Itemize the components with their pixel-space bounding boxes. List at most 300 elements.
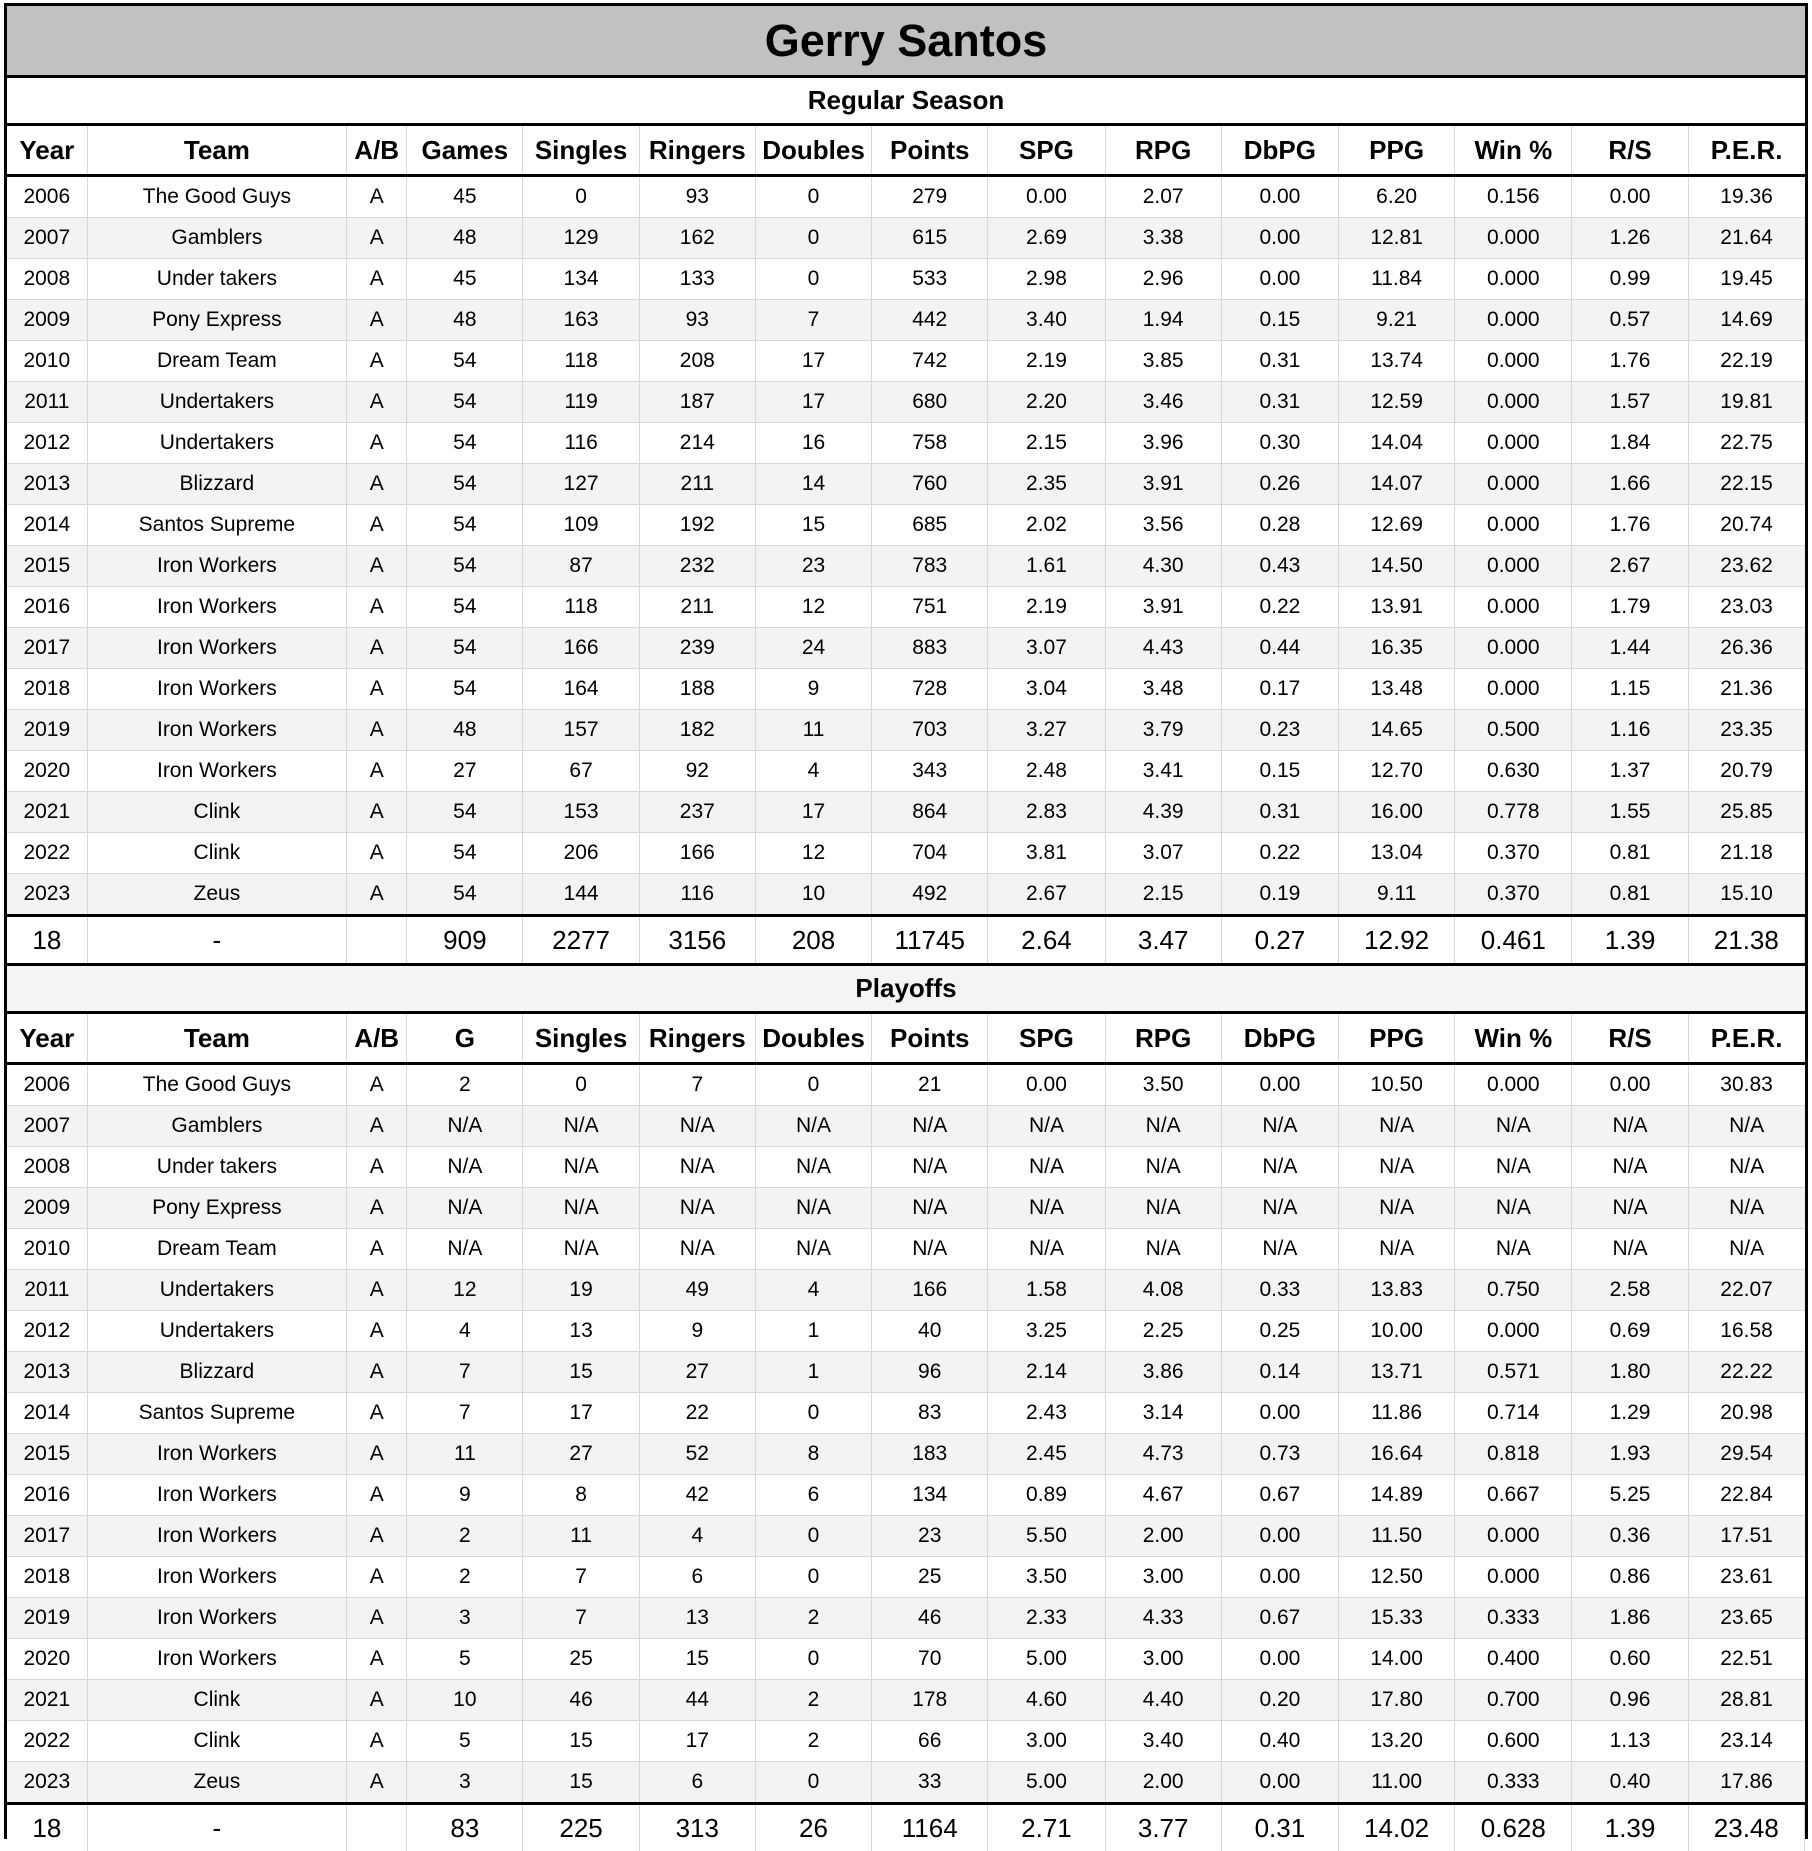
cell-doubles: 0 <box>755 259 871 300</box>
cell-ppg: 11.84 <box>1339 259 1455 300</box>
cell-win-pct: 0.400 <box>1455 1639 1572 1680</box>
cell-ppg: 9.11 <box>1339 874 1455 916</box>
cell-singles: 163 <box>523 300 639 341</box>
cell-spg: N/A <box>988 1229 1105 1270</box>
cell-rs: 1.13 <box>1572 1721 1688 1762</box>
cell-doubles: 0 <box>755 218 871 259</box>
cell-per: 30.83 <box>1688 1064 1804 1106</box>
cell-ringers: 93 <box>639 176 755 218</box>
cell-spg: 3.27 <box>988 710 1105 751</box>
cell-rpg: 3.50 <box>1105 1064 1221 1106</box>
cell-games: 54 <box>407 874 523 916</box>
playoffs-header-win-pct: Win % <box>1455 1014 1572 1064</box>
cell-spg: 2.20 <box>988 382 1105 423</box>
cell-games: 3 <box>407 1762 523 1804</box>
cell-ringers: N/A <box>639 1188 755 1229</box>
regular-header-team: Team <box>87 126 347 176</box>
cell-spg: 3.04 <box>988 669 1105 710</box>
regular-season-title: Regular Season <box>7 78 1805 126</box>
cell-rs: 1.16 <box>1572 710 1688 751</box>
cell-spg: 2.19 <box>988 341 1105 382</box>
cell-rpg: N/A <box>1105 1188 1221 1229</box>
cell-dbpg: 0.20 <box>1221 1680 1338 1721</box>
cell-points: 680 <box>872 382 988 423</box>
cell-per: 21.64 <box>1688 218 1804 259</box>
cell-doubles: 0 <box>755 1516 871 1557</box>
cell-ab: A <box>347 792 407 833</box>
cell-ringers: 13 <box>639 1598 755 1639</box>
cell-per: 22.19 <box>1688 341 1804 382</box>
cell-win-pct: 0.000 <box>1455 1557 1572 1598</box>
cell-ppg: 9.21 <box>1339 300 1455 341</box>
cell-ppg: 14.04 <box>1339 423 1455 464</box>
cell-dbpg: 0.25 <box>1221 1311 1338 1352</box>
cell-dbpg: 0.15 <box>1221 751 1338 792</box>
cell-team: Iron Workers <box>87 587 347 628</box>
cell-singles: 27 <box>523 1434 639 1475</box>
cell-doubles: N/A <box>755 1188 871 1229</box>
total-cell-points: 11745 <box>872 916 988 965</box>
cell-points: 96 <box>872 1352 988 1393</box>
cell-spg: 2.35 <box>988 464 1105 505</box>
cell-ppg: 12.59 <box>1339 382 1455 423</box>
cell-ringers: 187 <box>639 382 755 423</box>
cell-win-pct: 0.714 <box>1455 1393 1572 1434</box>
cell-win-pct: 0.778 <box>1455 792 1572 833</box>
cell-rs: 1.29 <box>1572 1393 1688 1434</box>
cell-year: 2008 <box>7 259 87 300</box>
cell-singles: 19 <box>523 1270 639 1311</box>
table-row <box>7 1721 1805 1762</box>
cell-games: 45 <box>407 176 523 218</box>
cell-rpg: 3.14 <box>1105 1393 1221 1434</box>
cell-points: 685 <box>872 505 988 546</box>
cell-year: 2023 <box>7 874 87 916</box>
cell-points: 742 <box>872 341 988 382</box>
cell-win-pct: N/A <box>1455 1147 1572 1188</box>
cell-ringers: 116 <box>639 874 755 916</box>
cell-dbpg: 0.44 <box>1221 628 1338 669</box>
cell-rs: 0.00 <box>1572 176 1688 218</box>
cell-team: Clink <box>87 1680 347 1721</box>
table-row <box>7 1557 1805 1598</box>
total-cell-dbpg: 0.31 <box>1221 1804 1338 1851</box>
cell-doubles: 7 <box>755 300 871 341</box>
table-row <box>7 1434 1805 1475</box>
table-row <box>7 669 1805 710</box>
cell-win-pct: 0.000 <box>1455 505 1572 546</box>
cell-dbpg: N/A <box>1221 1188 1338 1229</box>
cell-ringers: 9 <box>639 1311 755 1352</box>
cell-win-pct: N/A <box>1455 1106 1572 1147</box>
playoffs-header-rs: R/S <box>1572 1014 1688 1064</box>
cell-rs: 1.84 <box>1572 423 1688 464</box>
cell-ringers: 92 <box>639 751 755 792</box>
cell-singles: N/A <box>523 1106 639 1147</box>
cell-games: 5 <box>407 1639 523 1680</box>
cell-rs: 1.66 <box>1572 464 1688 505</box>
cell-ab: A <box>347 710 407 751</box>
table-row <box>7 1064 1805 1106</box>
cell-rpg: 3.07 <box>1105 833 1221 874</box>
table-row <box>7 792 1805 833</box>
cell-rpg: N/A <box>1105 1106 1221 1147</box>
cell-ab: A <box>347 1188 407 1229</box>
cell-dbpg: 0.28 <box>1221 505 1338 546</box>
regular-season-table <box>7 126 1805 966</box>
playoffs-header-doubles: Doubles <box>755 1014 871 1064</box>
cell-team: Iron Workers <box>87 669 347 710</box>
cell-doubles: 4 <box>755 751 871 792</box>
table-row <box>7 1352 1805 1393</box>
cell-games: 54 <box>407 628 523 669</box>
cell-ppg: 15.33 <box>1339 1598 1455 1639</box>
cell-points: 883 <box>872 628 988 669</box>
total-cell-singles: 2277 <box>523 916 639 965</box>
regular-header-dbpg: DbPG <box>1221 126 1338 176</box>
total-cell-ppg: 14.02 <box>1339 1804 1455 1851</box>
cell-per: 23.03 <box>1688 587 1804 628</box>
cell-win-pct: 0.700 <box>1455 1680 1572 1721</box>
cell-singles: 118 <box>523 587 639 628</box>
cell-ab: A <box>347 1106 407 1147</box>
cell-dbpg: 0.26 <box>1221 464 1338 505</box>
cell-ab: A <box>347 1680 407 1721</box>
cell-ringers: 211 <box>639 464 755 505</box>
cell-spg: 1.61 <box>988 546 1105 587</box>
cell-points: 70 <box>872 1639 988 1680</box>
cell-year: 2010 <box>7 341 87 382</box>
cell-ringers: 42 <box>639 1475 755 1516</box>
cell-year: 2006 <box>7 1064 87 1106</box>
cell-rpg: 2.07 <box>1105 176 1221 218</box>
cell-dbpg: 0.14 <box>1221 1352 1338 1393</box>
cell-ringers: 52 <box>639 1434 755 1475</box>
cell-ringers: 166 <box>639 833 755 874</box>
cell-year: 2020 <box>7 1639 87 1680</box>
cell-team: Iron Workers <box>87 710 347 751</box>
cell-team: Iron Workers <box>87 546 347 587</box>
cell-win-pct: 0.000 <box>1455 546 1572 587</box>
cell-team: Iron Workers <box>87 1639 347 1680</box>
cell-ab: A <box>347 1147 407 1188</box>
cell-doubles: 9 <box>755 669 871 710</box>
cell-win-pct: 0.000 <box>1455 669 1572 710</box>
cell-per: 23.61 <box>1688 1557 1804 1598</box>
cell-dbpg: 0.22 <box>1221 587 1338 628</box>
cell-games: 54 <box>407 505 523 546</box>
cell-rpg: 4.67 <box>1105 1475 1221 1516</box>
cell-year: 2014 <box>7 505 87 546</box>
cell-points: 703 <box>872 710 988 751</box>
cell-rs: 2.67 <box>1572 546 1688 587</box>
cell-year: 2021 <box>7 1680 87 1721</box>
cell-spg: 2.15 <box>988 423 1105 464</box>
cell-year: 2011 <box>7 1270 87 1311</box>
total-cell-team: - <box>87 1804 347 1851</box>
cell-rs: 1.55 <box>1572 792 1688 833</box>
cell-dbpg: 0.00 <box>1221 1557 1338 1598</box>
cell-win-pct: 0.333 <box>1455 1762 1572 1804</box>
cell-ringers: 214 <box>639 423 755 464</box>
total-cell-spg: 2.64 <box>988 916 1105 965</box>
cell-doubles: 10 <box>755 874 871 916</box>
cell-games: 2 <box>407 1064 523 1106</box>
cell-rs: 1.15 <box>1572 669 1688 710</box>
cell-team: Iron Workers <box>87 1475 347 1516</box>
cell-ppg: 13.83 <box>1339 1270 1455 1311</box>
cell-team: Iron Workers <box>87 1516 347 1557</box>
cell-doubles: N/A <box>755 1229 871 1270</box>
cell-ab: A <box>347 1064 407 1106</box>
playoffs-header-row <box>7 1014 1805 1064</box>
cell-dbpg: N/A <box>1221 1147 1338 1188</box>
cell-singles: 144 <box>523 874 639 916</box>
cell-per: 21.18 <box>1688 833 1804 874</box>
cell-games: 54 <box>407 546 523 587</box>
cell-points: 279 <box>872 176 988 218</box>
cell-win-pct: 0.000 <box>1455 1064 1572 1106</box>
cell-ppg: 12.50 <box>1339 1557 1455 1598</box>
cell-spg: 2.83 <box>988 792 1105 833</box>
cell-dbpg: 0.23 <box>1221 710 1338 751</box>
cell-team: Under takers <box>87 259 347 300</box>
total-cell-win-pct: 0.628 <box>1455 1804 1572 1851</box>
cell-rpg: 2.00 <box>1105 1762 1221 1804</box>
cell-games: N/A <box>407 1229 523 1270</box>
cell-singles: 109 <box>523 505 639 546</box>
table-row <box>7 710 1805 751</box>
cell-points: 33 <box>872 1762 988 1804</box>
cell-ppg: N/A <box>1339 1188 1455 1229</box>
cell-singles: 119 <box>523 382 639 423</box>
cell-dbpg: 0.00 <box>1221 1762 1338 1804</box>
cell-ringers: 17 <box>639 1721 755 1762</box>
cell-team: Clink <box>87 1721 347 1762</box>
cell-rs: 1.80 <box>1572 1352 1688 1393</box>
cell-ppg: 11.86 <box>1339 1393 1455 1434</box>
cell-rs: N/A <box>1572 1147 1688 1188</box>
cell-win-pct: 0.500 <box>1455 710 1572 751</box>
cell-ringers: 162 <box>639 218 755 259</box>
cell-games: 54 <box>407 464 523 505</box>
cell-rpg: 4.43 <box>1105 628 1221 669</box>
cell-per: 26.36 <box>1688 628 1804 669</box>
cell-singles: 7 <box>523 1557 639 1598</box>
cell-year: 2017 <box>7 628 87 669</box>
cell-per: 23.65 <box>1688 1598 1804 1639</box>
total-cell-singles: 225 <box>523 1804 639 1851</box>
cell-ppg: 11.00 <box>1339 1762 1455 1804</box>
cell-doubles: 2 <box>755 1680 871 1721</box>
cell-win-pct: 0.333 <box>1455 1598 1572 1639</box>
cell-games: 4 <box>407 1311 523 1352</box>
cell-spg: 2.48 <box>988 751 1105 792</box>
cell-rs: 0.99 <box>1572 259 1688 300</box>
cell-win-pct: N/A <box>1455 1229 1572 1270</box>
cell-team: Iron Workers <box>87 751 347 792</box>
cell-team: Blizzard <box>87 464 347 505</box>
cell-ab: A <box>347 1229 407 1270</box>
total-cell-games: 83 <box>407 1804 523 1851</box>
cell-rpg: 3.40 <box>1105 1721 1221 1762</box>
cell-win-pct: 0.000 <box>1455 382 1572 423</box>
cell-year: 2022 <box>7 1721 87 1762</box>
cell-points: 166 <box>872 1270 988 1311</box>
total-cell-rs: 1.39 <box>1572 916 1688 965</box>
cell-per: 19.45 <box>1688 259 1804 300</box>
regular-header-year: Year <box>7 126 87 176</box>
cell-year: 2017 <box>7 1516 87 1557</box>
cell-win-pct: 0.000 <box>1455 628 1572 669</box>
cell-points: 442 <box>872 300 988 341</box>
cell-doubles: 16 <box>755 423 871 464</box>
cell-ppg: 14.50 <box>1339 546 1455 587</box>
playoffs-header-ppg: PPG <box>1339 1014 1455 1064</box>
cell-spg: 5.00 <box>988 1639 1105 1680</box>
cell-per: 19.81 <box>1688 382 1804 423</box>
cell-ppg: 16.64 <box>1339 1434 1455 1475</box>
cell-spg: 4.60 <box>988 1680 1105 1721</box>
cell-ab: A <box>347 505 407 546</box>
table-row <box>7 1475 1805 1516</box>
cell-rpg: 4.73 <box>1105 1434 1221 1475</box>
cell-ppg: 14.07 <box>1339 464 1455 505</box>
cell-points: N/A <box>872 1229 988 1270</box>
cell-rpg: 4.30 <box>1105 546 1221 587</box>
total-cell-rpg: 3.77 <box>1105 1804 1221 1851</box>
cell-rpg: 3.56 <box>1105 505 1221 546</box>
cell-per: 28.81 <box>1688 1680 1804 1721</box>
cell-ab: A <box>347 1352 407 1393</box>
cell-win-pct: 0.000 <box>1455 423 1572 464</box>
total-cell-games: 909 <box>407 916 523 965</box>
cell-games: 11 <box>407 1434 523 1475</box>
cell-spg: 5.00 <box>988 1762 1105 1804</box>
cell-spg: 1.58 <box>988 1270 1105 1311</box>
cell-spg: 2.33 <box>988 1598 1105 1639</box>
cell-singles: 134 <box>523 259 639 300</box>
cell-win-pct: 0.750 <box>1455 1270 1572 1311</box>
cell-games: 45 <box>407 259 523 300</box>
cell-dbpg: 0.67 <box>1221 1475 1338 1516</box>
cell-games: 54 <box>407 423 523 464</box>
cell-spg: 2.98 <box>988 259 1105 300</box>
cell-rs: 1.79 <box>1572 587 1688 628</box>
cell-rs: 1.44 <box>1572 628 1688 669</box>
cell-dbpg: 0.33 <box>1221 1270 1338 1311</box>
cell-per: 19.36 <box>1688 176 1804 218</box>
cell-ringers: N/A <box>639 1229 755 1270</box>
cell-singles: 118 <box>523 341 639 382</box>
cell-per: 20.74 <box>1688 505 1804 546</box>
cell-doubles: 0 <box>755 1557 871 1598</box>
regular-header-ringers: Ringers <box>639 126 755 176</box>
table-row <box>7 833 1805 874</box>
cell-singles: 15 <box>523 1721 639 1762</box>
total-cell-points: 1164 <box>872 1804 988 1851</box>
cell-ppg: 13.91 <box>1339 587 1455 628</box>
table-row <box>7 1229 1805 1270</box>
cell-ab: A <box>347 628 407 669</box>
cell-points: 183 <box>872 1434 988 1475</box>
cell-doubles: 0 <box>755 1393 871 1434</box>
total-cell-ab <box>347 916 407 965</box>
cell-per: N/A <box>1688 1188 1804 1229</box>
cell-year: 2013 <box>7 464 87 505</box>
cell-doubles: 0 <box>755 1064 871 1106</box>
cell-doubles: 23 <box>755 546 871 587</box>
cell-dbpg: N/A <box>1221 1229 1338 1270</box>
cell-doubles: 8 <box>755 1434 871 1475</box>
cell-points: N/A <box>872 1147 988 1188</box>
cell-games: N/A <box>407 1147 523 1188</box>
cell-rpg: 1.94 <box>1105 300 1221 341</box>
cell-singles: 0 <box>523 176 639 218</box>
total-cell-ppg: 12.92 <box>1339 916 1455 965</box>
cell-dbpg: 0.00 <box>1221 1393 1338 1434</box>
cell-rs: 0.36 <box>1572 1516 1688 1557</box>
cell-year: 2012 <box>7 1311 87 1352</box>
cell-dbpg: 0.00 <box>1221 1516 1338 1557</box>
cell-games: N/A <box>407 1106 523 1147</box>
cell-ppg: 14.00 <box>1339 1639 1455 1680</box>
total-cell-spg: 2.71 <box>988 1804 1105 1851</box>
cell-team: Undertakers <box>87 1270 347 1311</box>
cell-spg: 3.00 <box>988 1721 1105 1762</box>
table-row <box>7 464 1805 505</box>
cell-ab: A <box>347 1516 407 1557</box>
cell-rpg: 3.91 <box>1105 587 1221 628</box>
cell-win-pct: 0.000 <box>1455 464 1572 505</box>
cell-team: Blizzard <box>87 1352 347 1393</box>
cell-ringers: 6 <box>639 1762 755 1804</box>
cell-team: Undertakers <box>87 382 347 423</box>
table-row <box>7 218 1805 259</box>
table-row <box>7 341 1805 382</box>
cell-singles: 87 <box>523 546 639 587</box>
cell-points: 492 <box>872 874 988 916</box>
cell-team: Pony Express <box>87 1188 347 1229</box>
stats-sheet <box>4 3 1808 1839</box>
cell-per: 23.62 <box>1688 546 1804 587</box>
cell-spg: 3.50 <box>988 1557 1105 1598</box>
cell-team: Clink <box>87 833 347 874</box>
cell-ab: A <box>347 1434 407 1475</box>
cell-ab: A <box>347 341 407 382</box>
cell-points: 758 <box>872 423 988 464</box>
cell-ab: A <box>347 1721 407 1762</box>
cell-dbpg: 0.43 <box>1221 546 1338 587</box>
cell-ab: A <box>347 382 407 423</box>
cell-doubles: 12 <box>755 833 871 874</box>
cell-singles: 15 <box>523 1762 639 1804</box>
cell-spg: 2.69 <box>988 218 1105 259</box>
cell-rpg: 3.79 <box>1105 710 1221 751</box>
cell-ab: A <box>347 587 407 628</box>
cell-spg: 2.45 <box>988 1434 1105 1475</box>
cell-per: 16.58 <box>1688 1311 1804 1352</box>
cell-games: 54 <box>407 669 523 710</box>
cell-dbpg: 0.67 <box>1221 1598 1338 1639</box>
cell-games: 54 <box>407 341 523 382</box>
table-row <box>7 423 1805 464</box>
playoffs-header-rpg: RPG <box>1105 1014 1221 1064</box>
cell-spg: N/A <box>988 1188 1105 1229</box>
total-cell-ringers: 313 <box>639 1804 755 1851</box>
cell-doubles: 0 <box>755 176 871 218</box>
cell-year: 2023 <box>7 1762 87 1804</box>
